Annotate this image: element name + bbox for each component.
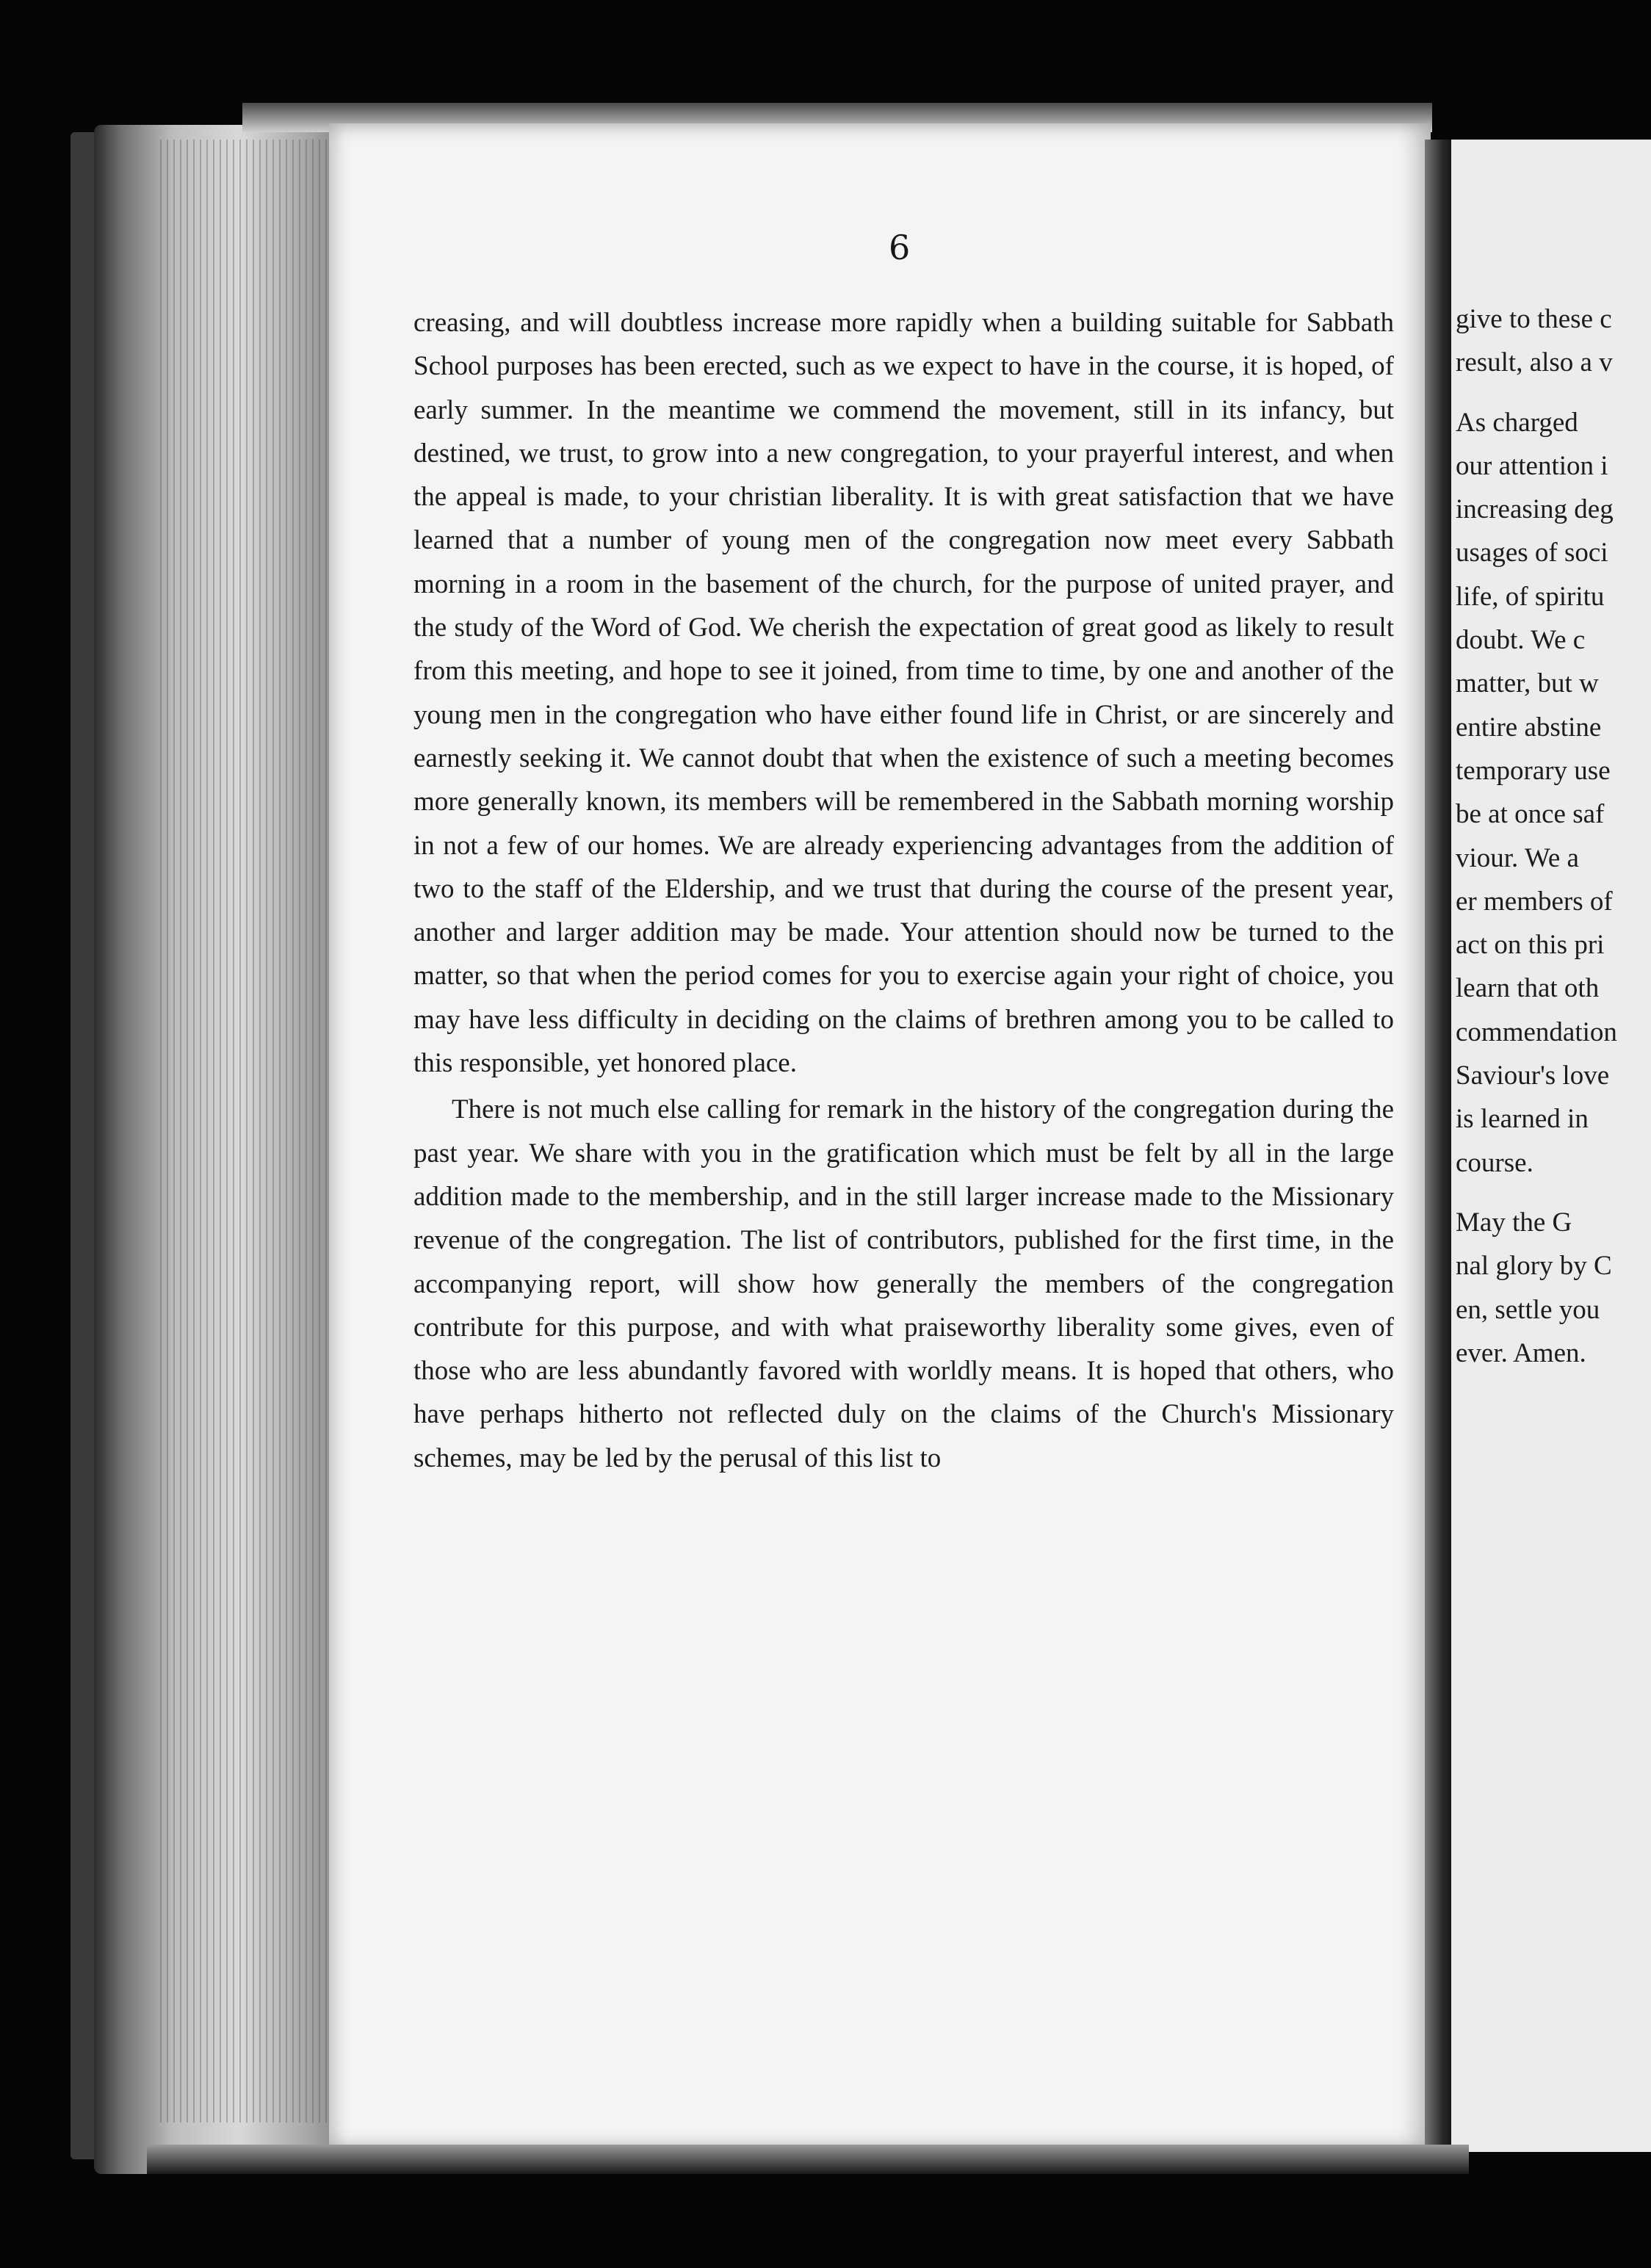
page-stack-edges: [94, 125, 358, 2174]
page-bottom-edge: [147, 2145, 1469, 2174]
book-gutter: [1425, 140, 1454, 2152]
facing-line: ever. Amen.: [1456, 1337, 1586, 1368]
facing-line: viour. We a: [1456, 842, 1579, 873]
facing-line: learn that oth: [1456, 973, 1600, 1004]
facing-line: entire abstine: [1456, 712, 1602, 743]
facing-line: commendation: [1456, 1016, 1617, 1047]
facing-line: er members of: [1456, 886, 1613, 917]
facing-line: matter, but w: [1456, 668, 1599, 699]
page-number: 6: [889, 228, 911, 267]
facing-line: our attention i: [1456, 450, 1608, 481]
facing-line: Saviour's love: [1456, 1061, 1610, 1091]
facing-line: is learned in: [1456, 1104, 1589, 1135]
facing-line: act on this pri: [1456, 930, 1605, 961]
facing-line: result, also a v: [1456, 347, 1613, 378]
paragraph-2: There is not much else calling for remark in the history of the congregation during the past year. We share with you in the gratification which must be felt by all in the large addition made to the membership, and in the still larger increase made to the Missionary revenue of the congregation. The list of contributors, published for the first time, in the accompanying report, will show how generally the members of the congregation contribute for this purpose, and with what praiseworthy liberality some gives, even of those who are less abundantly favored with worldly means. It is hoped that others, who have perhaps hitherto not reflected duly on the claims of the Church's Missionary schemes, may be led by the perusal of this list to: [413, 1094, 1394, 1473]
facing-line: give to these c: [1456, 304, 1612, 334]
paragraph-1: creasing, and will doubtless increase more rapidly when a building suitable for Sabbath School purposes has been erected, such as we expect to have in the course, it is hoped, of early summer. In the meantime we commend the movement, still in its infancy, but destined, we trust, to grow into a new congregation, to your prayerful interest, and when the appeal is made, to your christian liberality. It is with great satisfaction that we have learned that a number of young men of the congregation now meet every Sabbath morning in a room in the basement of the church, for the purpose of united prayer, and the study of the Word of God. We cherish the expectation of great good as likely to result from this meeting, and hope to see it joined, from time to time, by one and another of the young men in the congregation who have either found life in Christ, or are sincerely and earnestly seeking it. We cannot doubt that when the existence of such a meeting becomes more generally known, its members will be remembered in the Sabbath morning worship in not a few of our homes. We are already experiencing advantages from the addition of two to the staff of the Eldership, and we trust that during the course of the present year, another and larger addition may be made. Your attention should now be turned to the matter, so that when the period comes for you to exercise again your right of choice, you may have less difficulty in deciding on the claims of brethren among you to be called to this responsible, yet honored place.: [413, 308, 1394, 1079]
facing-line: en, settle you: [1456, 1294, 1600, 1325]
facing-line: temporary use: [1456, 755, 1611, 786]
facing-line: be at once saf: [1456, 799, 1605, 830]
page-body-text: [413, 301, 1394, 1480]
facing-page-text: [1456, 297, 1651, 1375]
facing-line: May the G: [1456, 1207, 1572, 1238]
facing-line: As charged: [1456, 407, 1578, 438]
facing-line: life, of spiritu: [1456, 581, 1605, 612]
facing-line: doubt. We c: [1456, 625, 1586, 656]
facing-line: nal glory by C: [1456, 1251, 1612, 1282]
facing-line: increasing deg: [1456, 494, 1614, 525]
facing-line: course.: [1456, 1147, 1533, 1178]
facing-line: usages of soci: [1456, 538, 1608, 568]
